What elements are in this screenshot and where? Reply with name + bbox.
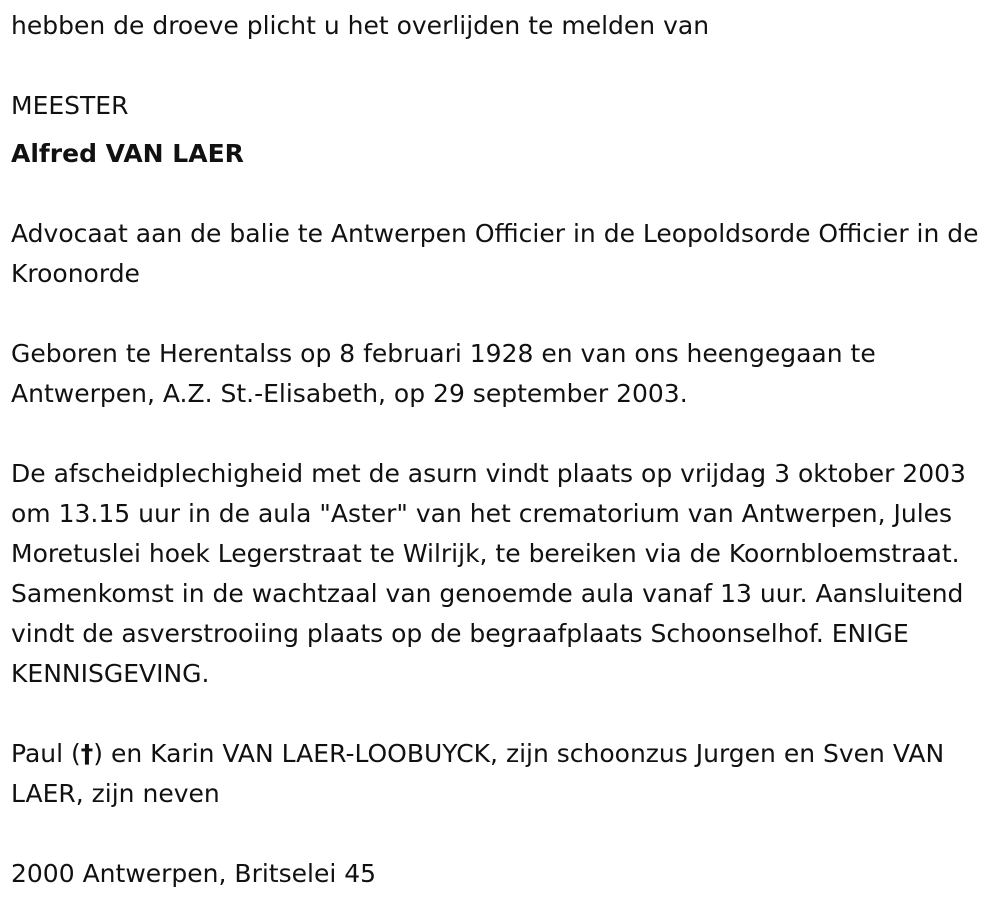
professional-titles: Advocaat aan de balie te Antwerpen Officier in de Leopoldsorde Officier in de Kroonorde [11,219,979,288]
intro-text: hebben de droeve plicht u het overlijden te melden van [11,11,710,40]
ceremony-paragraph: De afscheidplechigheid met de asurn vindt plaats op vrijdag 3 oktober 2003 om 13.15 uur in de aula "Aster" van het crematorium van Antwerpen, Jules Moretuslei hoek Legerstraat te Wilrijk, te bereiken via de Koornbloemstraat. Samenkomst in de wachtzaal van genoemde aula vanaf 13 uur. Aansluitend vindt de asverstrooiing plaats op de begraafplaats Schoonselhof. ENIGE KENNISGEVING. [11,459,966,688]
birth-death-paragraph: Geboren te Herentalss op 8 februari 1928 en van ons heengegaan te Antwerpen, A.Z. St.-Elisabeth, op 29 september 2003. [11,339,876,408]
family-paragraph [11,734,986,814]
honorific-title: MEESTER [11,91,129,120]
family-text-end: ) en Karin VAN LAER-LOOBUYCK, zijn schoonzus Jurgen en Sven VAN LAER, zijn neven [11,739,945,808]
address-line: 2000 Antwerpen, Britselei 45 [11,859,377,888]
deceased-name: Alfred VAN LAER [11,139,244,168]
family-text-start: Paul ( [11,739,81,768]
dagger-icon: † [80,739,94,768]
